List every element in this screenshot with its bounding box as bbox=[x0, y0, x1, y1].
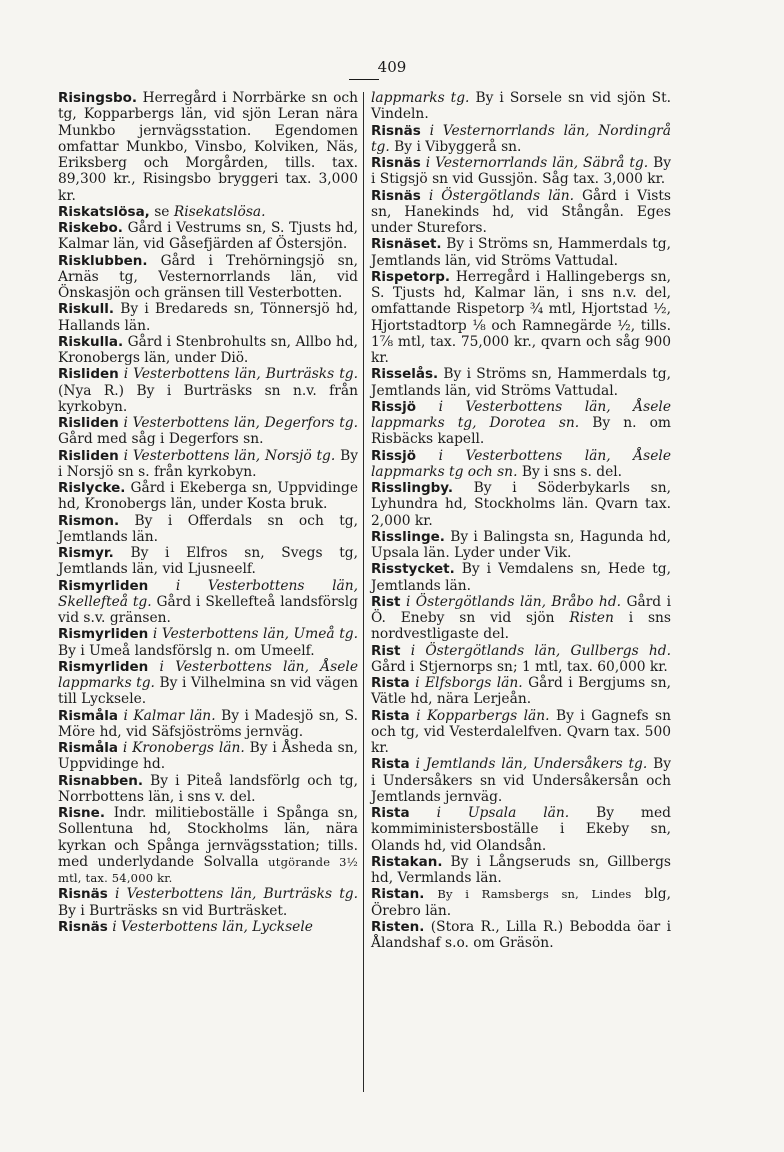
entry-text: i Vesterbottens län, Åsele lappmarks tg och sn. bbox=[371, 447, 671, 480]
entry-text: Risten bbox=[569, 610, 614, 626]
entry-text bbox=[401, 643, 411, 659]
gazetteer-entry bbox=[58, 204, 358, 220]
entry-headword: Rist bbox=[371, 593, 401, 610]
entry-text: Gård i Bergjums sn, Vätle hd, nära Lerjeån. bbox=[371, 675, 671, 708]
entry-text: Indr. militieboställe i Spånga sn, Sollentuna hd, Stockholms län, nära kyrkan och Spånga jernvägsstation; tills. med underlydande Solvalla bbox=[58, 805, 358, 870]
gazetteer-entry bbox=[371, 269, 671, 367]
entry-text: i Kalmar län. bbox=[123, 707, 216, 724]
entry-text: i Upsala län. bbox=[436, 805, 570, 821]
entry-headword: Rismon. bbox=[58, 512, 120, 529]
entry-headword: Riskatslösa, bbox=[58, 203, 150, 220]
entry-text: i Östergötlands län. bbox=[428, 187, 575, 204]
entry-headword: Rista bbox=[371, 707, 410, 724]
left-column bbox=[58, 90, 358, 935]
entry-headword: Riskulla. bbox=[58, 333, 124, 350]
entry-text: i Vesterbottens län, Umeå tg. bbox=[152, 626, 358, 643]
entry-text: By i Piteå landsförlg och tg, Norrbottens län, i sns v. del. bbox=[58, 772, 358, 805]
entry-headword: Risnäs bbox=[371, 155, 421, 171]
entry-headword: Rismåla bbox=[58, 740, 118, 756]
entry-headword: Risselås. bbox=[371, 366, 439, 383]
entry-text: lappmarks tg. bbox=[371, 90, 470, 106]
entry-headword: Risingsbo. bbox=[58, 90, 138, 106]
gazetteer-entry bbox=[371, 448, 671, 481]
entry-text: By i Bredareds sn, Tönnersjö hd, Hallands län. bbox=[58, 301, 358, 334]
gazetteer-entry bbox=[371, 480, 671, 529]
entry-text: By i Vilhelmina sn vid vägen till Lycksele. bbox=[58, 675, 359, 708]
right-column bbox=[371, 90, 671, 951]
entry-text: i Vesterbottens län, Norsjö tg. bbox=[123, 447, 336, 464]
entry-text bbox=[424, 886, 437, 902]
entry-text bbox=[416, 399, 439, 415]
entry-text: (Stora R., Lilla R.) Bebodda öar i Ålandshaf s.o. om Gräsön. bbox=[371, 918, 671, 951]
entry-headword: Risten. bbox=[371, 918, 425, 935]
gazetteer-entry bbox=[371, 123, 671, 156]
gazetteer-entry bbox=[58, 773, 358, 806]
entry-headword: Rista bbox=[371, 675, 410, 691]
entry-text bbox=[108, 886, 115, 902]
entry-text: i Kopparbergs län. bbox=[416, 707, 550, 724]
entry-text: By i Elfros sn, Svegs tg, Jemtlands län, vid Ljusneelf. bbox=[58, 545, 358, 578]
gazetteer-entry bbox=[371, 594, 671, 643]
gazetteer-entry bbox=[371, 886, 671, 919]
entry-headword: Risklubben. bbox=[58, 252, 148, 269]
entry-text: i Elfsborgs län. bbox=[415, 675, 523, 691]
entry-text: By i Offerdals sn och tg, Jemtlands län. bbox=[58, 512, 358, 545]
gazetteer-entry bbox=[58, 90, 358, 204]
gazetteer-entry bbox=[371, 854, 671, 887]
gazetteer-entry bbox=[58, 513, 358, 546]
gazetteer-entry bbox=[371, 155, 671, 188]
entry-text: i Östergötlands län, Bråbo hd. bbox=[405, 593, 622, 610]
entry-headword: Rispetorp. bbox=[371, 268, 451, 285]
gazetteer-entry bbox=[58, 480, 358, 513]
entry-text: By i sns s. del. bbox=[517, 463, 623, 480]
gazetteer-entry bbox=[371, 805, 671, 854]
entry-text bbox=[421, 123, 430, 139]
entry-text: Gård i Trehörningsjö sn, Arnäs tg, Vesternorrlands län, vid Önskasjön och gränsen till Vesterbotten. bbox=[58, 252, 358, 301]
entry-headword: Rista bbox=[371, 756, 410, 773]
entry-text: i Vesterbottens län, Lycksele bbox=[112, 918, 313, 935]
entry-headword: Rissjö bbox=[371, 447, 416, 464]
entry-text bbox=[148, 578, 176, 594]
gazetteer-entry bbox=[58, 740, 358, 773]
entry-text: By i Sorsele sn vid sjön St. Vindeln. bbox=[371, 90, 671, 123]
column-divider bbox=[363, 92, 364, 1092]
gazetteer-entry bbox=[58, 659, 358, 708]
entry-text: By i Burträsks sn vid Burträsket. bbox=[58, 902, 288, 919]
entry-text: By i Undersåkers sn vid Undersåkersån och Jemtlands jernväg. bbox=[371, 756, 672, 805]
entry-text: By i Umeå landsförslg n. om Umeelf. bbox=[58, 642, 315, 659]
entry-text: By i Stigsjö sn vid Gussjön. Såg tax. 3,000 kr. bbox=[371, 155, 671, 188]
entry-text: blg, Örebro län. bbox=[371, 886, 671, 919]
entry-text: se bbox=[149, 203, 174, 220]
entry-text bbox=[421, 188, 429, 204]
entry-headword: Risnäs bbox=[371, 122, 421, 139]
page-number: 409 bbox=[377, 58, 407, 76]
entry-text: (Nya R.) By i Burträsks sn n.v. från kyrkobyn. bbox=[58, 382, 358, 415]
gazetteer-entry bbox=[371, 561, 671, 594]
entry-text: i Vesterbottens län, Åsele lappmarks tg. bbox=[58, 658, 358, 691]
entry-text: By i Ströms sn, Hammerdals tg, Jemtlands län, vid Ströms Vattudal. bbox=[371, 236, 671, 269]
entry-headword: Risslinge. bbox=[371, 528, 445, 545]
entry-headword: Rismyrliden bbox=[58, 658, 149, 675]
gazetteer-entry bbox=[371, 399, 671, 448]
entry-text: By i Balingsta sn, Hagunda hd, Upsala län. Lyder under Vik. bbox=[371, 528, 671, 561]
gazetteer-entry bbox=[371, 675, 671, 708]
entry-text: i Kronobergs län. bbox=[122, 740, 245, 756]
entry-text: By med kommiministersboställe i Ekeby sn, Olands hd, vid Olandsån. bbox=[371, 805, 671, 854]
entry-text bbox=[148, 659, 159, 675]
entry-headword: Riskull. bbox=[58, 301, 115, 318]
entry-headword: Rismyrliden bbox=[58, 626, 149, 643]
entry-text bbox=[410, 805, 437, 821]
entry-text bbox=[416, 448, 439, 464]
gazetteer-entry bbox=[58, 886, 358, 919]
gazetteer-entry bbox=[58, 805, 358, 886]
entry-headword: Rismyr. bbox=[58, 545, 114, 561]
gazetteer-entry bbox=[371, 90, 671, 123]
entry-text: By i Ramsbergs sn, Lindes bbox=[437, 887, 632, 902]
entry-headword: Rist bbox=[371, 642, 401, 659]
entry-headword: Rista bbox=[371, 805, 410, 821]
entry-headword: Risnäset. bbox=[371, 236, 442, 253]
entry-text: Gård med såg i Degerfors sn. bbox=[58, 431, 264, 448]
gazetteer-entry bbox=[371, 236, 671, 269]
entry-text: i sns nordvestligaste del. bbox=[371, 610, 671, 643]
entry-headword: Risliden bbox=[58, 447, 119, 464]
entry-text: Gård i Vestrums sn, S. Tjusts hd, Kalmar län, vid Gåsefjärden af Östersjön. bbox=[58, 220, 358, 253]
entry-text: Gård i Ekeberga sn, Uppvidinge hd, Kronobergs län, under Kosta bruk. bbox=[58, 480, 358, 513]
entry-text: By i Ströms sn, Hammerdals tg, Jemtlands län, vid Ströms Vattudal. bbox=[371, 366, 671, 399]
entry-text: i Vesterbottens län, Skellefteå tg. bbox=[58, 577, 359, 610]
gazetteer-entry bbox=[371, 756, 671, 805]
entry-text: Gård i Vists sn, Hanekinds hd, vid Stångån. Eges under Sturefors. bbox=[371, 187, 671, 236]
gazetteer-entry bbox=[371, 366, 671, 399]
gazetteer-entry bbox=[58, 919, 358, 935]
entry-text: i Östergötlands län, Gullbergs hd. bbox=[410, 642, 671, 659]
entry-text: By i Madesjö sn, S. Möre hd, vid Säfsjöströms jernväg. bbox=[58, 707, 358, 740]
entry-text: i Vesterbottens län, Degerfors tg. bbox=[123, 415, 358, 431]
entry-text: Herregård i Hallingebergs sn, S. Tjusts hd, Kalmar län, i sns n.v. del, omfattande Rispetorp ¾ mtl, Hjortstad ½, Hjortstadtorp ⅛ och Ramnegärde ½, tills. 1⅞ mtl, tax. 75,000 kr., qvarn och såg 900 kr. bbox=[371, 268, 671, 366]
entry-headword: Risnäs bbox=[371, 187, 421, 204]
entry-headword: Risne. bbox=[58, 805, 105, 821]
entry-text: Gård i Ö. Eneby sn vid sjön bbox=[371, 593, 671, 626]
entry-text: Herregård i Norrbärke sn och tg, Kopparbergs län, vid sjön Leran nära Munkbo jernvägsstation. Egendomen omfattar Munkbo, Vinsbo, Kolviken, Näs, Eriksberg och Morgården, tills. tax. 89,300 kr., Risingsbo bryggeri tax. 3,000 kr. bbox=[58, 90, 358, 204]
entry-headword: Risliden bbox=[58, 366, 119, 383]
gazetteer-entry bbox=[58, 415, 358, 448]
entry-headword: Rissjö bbox=[371, 398, 416, 415]
entry-text: i Vesternorrlands län, Nordingrå tg. bbox=[371, 122, 671, 155]
entry-headword: Risnäs bbox=[58, 886, 108, 903]
entry-text: utgörande 3½ mtl, tax. 54,000 kr. bbox=[58, 854, 358, 885]
entry-text: Risekatslösa. bbox=[173, 203, 266, 220]
entry-text: i Vesterbottens län, Burträsks tg. bbox=[123, 366, 358, 383]
gazetteer-entry bbox=[58, 334, 358, 367]
entry-headword: Rislycke. bbox=[58, 480, 126, 496]
gazetteer-entry bbox=[58, 253, 358, 302]
gazetteer-entry bbox=[371, 529, 671, 562]
gazetteer-entry bbox=[58, 708, 358, 741]
entry-headword: Risnäs bbox=[58, 918, 108, 935]
entry-text: By i Vibyggerå sn. bbox=[389, 138, 522, 155]
gazetteer-entry bbox=[58, 301, 358, 334]
entry-headword: Rismyrliden bbox=[58, 577, 149, 594]
entry-headword: Ristakan. bbox=[371, 853, 443, 870]
gazetteer-entry bbox=[371, 708, 671, 757]
entry-text: By n. om Risbäcks kapell. bbox=[371, 415, 671, 448]
entry-text: By i Norsjö sn s. från kyrkobyn. bbox=[58, 447, 359, 480]
entry-text: i Jemtlands län, Undersåkers tg. bbox=[415, 756, 648, 773]
entry-text: i Vesterbottens län, Åsele lappmarks tg, Dorotea sn. bbox=[371, 398, 671, 431]
gazetteer-entry bbox=[371, 643, 671, 676]
gazetteer-entry bbox=[58, 448, 358, 481]
gazetteer-entry bbox=[58, 220, 358, 253]
entry-text: By i Vemdalens sn, Hede tg, Jemtlands län. bbox=[371, 561, 671, 594]
entry-text: Gård i Skellefteå landsförslg vid s.v. gränsen. bbox=[58, 593, 358, 626]
gazetteer-entry bbox=[371, 919, 671, 952]
gazetteer-entry bbox=[58, 578, 358, 627]
entry-text: By i Långseruds sn, Gillbergs hd, Vermlands län. bbox=[371, 853, 671, 886]
gazetteer-entry bbox=[58, 545, 358, 578]
entry-headword: Risliden bbox=[58, 415, 119, 431]
entry-headword: Risslingby. bbox=[371, 480, 453, 496]
entry-headword: Ristan. bbox=[371, 886, 425, 903]
entry-text: By i Åsheda sn, Uppvidinge hd. bbox=[58, 740, 358, 773]
entry-text: Gård i Stjernorps sn; 1 mtl, tax. 60,000 kr. bbox=[371, 658, 668, 675]
page-number-rule bbox=[349, 79, 379, 80]
entry-text: i Vesternorrlands län, Säbrå tg. bbox=[425, 155, 649, 171]
gazetteer-entry bbox=[58, 366, 358, 415]
gazetteer-entry bbox=[371, 188, 671, 237]
entry-headword: Rismåla bbox=[58, 707, 118, 724]
entry-headword: Risnabben. bbox=[58, 772, 144, 789]
entry-headword: Risstycket. bbox=[371, 561, 455, 578]
entry-text: Gård i Stenbrohults sn, Allbo hd, Kronobergs län, under Diö. bbox=[58, 333, 358, 366]
entry-text: By i Gagnefs sn och tg, vid Vesterdalelfven. Qvarn tax. 500 kr. bbox=[371, 707, 672, 756]
entry-text: By i Söderbykarls sn, Lyhundra hd, Stockholms län. Qvarn tax. 2,000 kr. bbox=[371, 480, 671, 529]
entry-headword: Riskebo. bbox=[58, 220, 123, 236]
entry-text: i Vesterbottens län, Burträsks tg. bbox=[115, 886, 358, 903]
gazetteer-entry bbox=[58, 626, 358, 659]
